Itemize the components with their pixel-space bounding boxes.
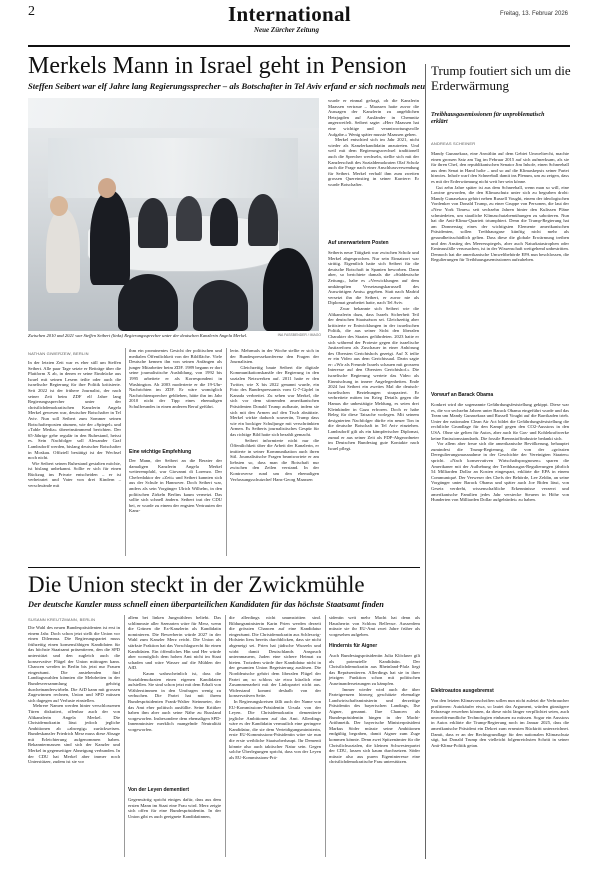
second-column-1: Die Wahl des neuen Bundespräsidenten ist erst in einem Jahr. Doch schon jetzt stellt die Union vor einen Dilemma. Die Regierungspartei muss frühzeitig einen konsensfähigen Kandidaten für das höchste Staatsamt präsentieren, den die SPD unterstützt und den zugleich auch die konservative Flügel der Union mittragen kann. Chancen werden in Berlin bis jetzt nur Frauen eingeräumt. Die anstehenden fünf Landtagswahlen könnten die Mehrheiten in der Bundesversammlung gehörig durcheinanderwirbeln. Die AfD kann mit grossen Zugewinnen rechnen, Union und SPD müssen sich dagegen auf Verluste einstellen. Mehrere Namen werden hinter verschlossenen Türen diskutiert, offenbar auch der von Altkanzlerin Angela Merkel. Die Christdemokratin lässt jedoch jegliche Ambitionen ab »abwegig« zurückweisen. Bundeskanzler Friedrich Merz muss diese Absage mit Erleichterung aufgenommen haben. Bekanntermassen sind sich der Kanzler und Merkel in gegenseitiger Abneigung verbunden. In der CDU hat Merkel aber immer noch Unterstützer, zudem ist sie vor [28,625,120,765]
sidebar-heading-2: Elektroautos ausgebremst [431,688,494,694]
second-author: SUSANN KREUTZMANN, BERLIN [28,617,96,622]
sidebar-divider [425,64,426,859]
second-column-4b: Auch Bundestagspräsidentin Julia Klöckner gilt als potenzielle Kandidatin. Der Christlichdemokratin aus Rheinland-Pfalz liegt das Repräsentieren. Allerdings hat sie in ihrer jetzigen Funktion schon mit politischen Auseinandersetzungen zu kämpfen. Immer wieder wird auch die über Parteigrenzen hinweg geschätzte ehemalige Landwirtschaftsministerin und derzeitige Präsidentin des bayerischen Landtags, Ilse Aigner, genannt. Ihre Chancen als Bundespräsidentin hingen in der Macht-Arithmetik. Der bayerische Ministerpräsident Markus Söder müsste seine Ambitionen endgültig begraben, damit Aigner zum Zuge kommen könnte. Denn zwei Spitzenämter für die Christlichsozialen, die kleinen Schwesterpartei der CDU, lassen sich kaum durchsetzen. Söder müsste also aus puren Eigeninteresse eine christlichdemokratische Frau unterstützen. [329,653,420,765]
column-divider [325,615,326,857]
second-headline: Die Union steckt in der Zwickmühle [28,572,365,597]
second-column-3: die allerdings nicht unumstritten sind. Bildungsministerin Karin Prien werden derzeit die grössten Chancen auf eine Kandidatur eingeräumt. Die Christdemokratin aus Schleswig-Holstein liess bereits durchblicken, dass sie nicht abgeneigt sei. Prien hat jüdische Wurzeln und wirbt damit Deutschlands Anspruch unternmauern, Juden eine sichere Heimat zu bieten. Trotzdem würde ihre Kandidatur nicht in der gesamten Union Begeisterung auslösen. Die Norddeutsche gehört dem liberalen Flügel der Partei an; so schloss sie etwa kürzlich eine Zusammenarbeit mit der Linkspartei nicht aus. Widerstand kommt deshalb von der konservativen Seite. In Regierungskreisen fällt auch der Name von EU-Kommissions-Präsidentin Ursula von der Leyen. Die Christdemokratin dementierte jegliche Ambitionen auf das Amt. Allerdings wäre es der Kandidatin vermutlich eine geringere Kandidatur, die sie dem Verteidigungsministerin, erste EU-Kommissions-Präsidentin wäre sie nun die erste weibliche Staatsoberhaupt. Ihr Dementi könnte also auch taktischer Natur sein. Gegen solche Überlegungen spricht, dass von der Leyen als EU-Kommissions-Prä- [229,615,321,760]
lead-column-4: wurde er einmal gefragt, ob die Kanzlerin Maassen vertraue – Maassen hatte zuvor die Aussagen der Kanzlerin zu angeblichen Hetzjagden auf Ausländer in Chemnitz angezweifelt. Seibert sagte: «Herr Maassen hat eine wichtige und verantwortungsvolle Aufgabe.» Wenig später musste Maassen gehen. Merkel entschied sich im Jahr 2021, nicht wieder als Kanzlerkandidatin anzutreten. Und weil mit dem Regierungswechsel traditionell auch die Sprecher wechseln, stellte sich mit der Kanzlerschaft des Sozialdemokraten Olaf Scholz auch die Frage nach einer Anschlussverwendung für Seibert. Merkel verhalf ihm zum zweiten grossen Quereinstieg in seiner Karriere: Er wurde Botschafter. [328,98,419,187]
lead-column-4b: Seiberts neue Tätigkeit war zwischen Scholz und Merkel abgesprochen. Nur sein Einsatzort war strittig. Eigentlich hatte sich Seibert für die deutsche Botschaft in Spanien beworben. Dann aber, so berichtete damals die «Süddeutsche Zeitung», habe es «Verwicklungen auf dem umkämpften Versetzungskarussell des Auswärtigen Amts» gegeben. Statt nach Madrid versetzt ihn die Seibert, er zuvor nie als Diplomat gearbeitet hatte, nach Tel Aviv. Zwar bekannte sich Seibert wie die Altkanzlerin dazu, dass Israels Sicherheit Teil der deutschen Staatsräson sei. Gleichzeitig aber kritisierte er Entwicklungen in der israelischen Politik, die aus seiner Sicht den liberalen Charakter des Staates gefährdeten. 2023 hatte er sich während der Proteste gegen die israelische Justizreform als Zuschauer in einer Anhörung des Obersten Gerichtshofs gezeigt. Auf X teilte er ein Video aus dem Gerichtssaal. Darin sagte er: «Wir als Freunde Israels schauen mit grossem Interesse auf den Obersten Gerichtshof.» Die israelische Regierung wertete das Video als Einmischung in innere Angelegenheiten. Ende 2024 hat Seibert ein zweites Mal die deutsch-israelischen Beziehungen strapaziert. Er verbreitete mitten im Krieg Details gegen die Hamas die unbestätigte Meldung, es seien drei Kleinkinder in Gaza erfroren. Doch er habe Beleg für diese Tatsache vorlegen. Mit seinem designierten Nachfolger dürfte ein neuer Ton in die deutsche Botschaft in Tel Aviv einziehen. Lambsdorff gilt als ein kämpferischer Diplomat, zumal er aus seiner Zeit als FDP-Abgeordneter im Deutschen Bundestag gute Kontakte nach Israel pflegt. [328,250,419,451]
column-divider [226,348,227,556]
section-title: International [228,2,351,26]
column-divider [124,615,125,857]
sidebar-body-3: Von den letzten Klimavorschriften sollen nun nicht zuletzt die Verbraucher profitieren: Autokäufer etwa, so lautet das Argument, würden günstigere Fahrzeuge erwerben können, da diese nicht länger verpflichtet seien, auch umweltfreundliche Technologien einbauen zu müssen. Sogar ein Ausstoss in Autos erklärte die Trump-Regierung noch im Januar 2025, dass die amerikanische Präsident ein Dekret zum erneuten Rücktritt unterzeichnet. Damit, dass er an der Rechtsgrundlage für den nationalen Klimaschutz sägt, hat Donald Trump den vielleicht folgenreichsten Schritt in seiner Anti-Klima-Politik getan. [431,698,571,748]
lead-column-2b: Der Mann, der Seibert an die Berater der damaligen Kanzlerin Angela Merkel weiterempfahl, war Giovanni di Lorenzo. Der Chefredaktor der «Zeit» und Seibert kannten sich aus der Schule in Hannover. Doch Seibert war, anders als sein Vorgänger Ulrich Wilhelm, in den politischen Zirkeln Berlins kaum vernetzt. Das sollte sich schnell ändern. Seibert trat der CDU bei, er wurde zu einem der engsten Vertrauten der Kanz- [129,458,224,514]
newspaper-name: Neue Zürcher Zeitung [254,26,319,34]
column-divider [225,615,226,857]
page-number: 2 [28,4,35,19]
column-divider [125,348,126,556]
masthead-rule [28,45,570,47]
photo-caption: Zwischen 2010 und 2021 war Steffen Seibert (links) Regierungssprecher unter der deutschen Kanzlerin Angela Merkel. [28,333,248,338]
sidebar-headline: Trump foutiert sich um die Erderwärmung [431,63,571,93]
photo-credit: INA FASSBENDER / IMAGO [277,333,321,337]
lead-headline: Merkels Mann in Israel geht in Pension [28,53,407,79]
sidebar-body-2: Konkret wird die sogenannte Gefährdungsfeststellung gekippt. Diese war es, die vor sechzehn Jahren unter Barack Obama eingeführt wurde und das Team um Mandy Gunasekara und Russell Vought auf die Barrikaden trieb. Unter der nationalen Clean Air Act bildet die Gefährdungsfeststellung die rechtliche Grundlage für den Kampf gegen den CO2-Ausstoss in den USA. Ohne sie gelten für Autos, aber auch für Gas- und Kohlekraftwerke keine Emissionsstandards. Die fossile Brennstoffindustrie bedankt sich. Vor allem aber freue sich die amerikanische Bevölkerung, behauptet zumindest die Trump-Regierung, die von der «grössten Deregulierungsmassnahme in der Geschichte der Vereinigten Staaten» spricht. «Nach konservativen Wirtschaftsprognosen» sparen die Amerikaner mit der Aufhebung der Treibhausgas-Regulierungen jährlich 54 Milliarden Dollar an Kosten eingespart, erklärte die EPA in einem Communiqué. Der Verweser des Chefs der Behörde, Lee Zeldin, an seine Vorgänger unter Barack Obama und später auch Joe Biden lässt, von Gesetz verdreht, wissenschaftliche Erkenntnisse verzerrt und amerikanische Familien jedes Jahr verstecke Steuern in Höhe von Hunderten von Milliarden Dollar aufgebürdet» zu haben. [431,402,569,503]
sidebar-body-1: Mandy Gunasekara, eine Anwältin auf dem Gebiet Umweltrecht, machte einen grossen Satz am Tag im Februar 2015 auf sich aufmerksam, als sie für ihren Chef, den republikanischen Senator Jim Inhofe, einen Schneeball aus dem Senat in Hand holte – und so auf die Klimaskepsis seiner Partei hinwies. Inhofe warf den Schneeball damit ins Plenum, um zu zeigen, dass es mit der Erderwärmung nicht weit her sein könne. Gut zehn Jahre später ist aus dem Schneeball, wenn man so will, eine Lawine geworden, die den Klimaschutz unter sich zu begraben droht: Mandy Gunasekara gehört neben Russell Vought, einem der ideologischen Vordenker von Donald Trump, zu einer Gruppe von Personen, die laut der «New York Times» seit sechzehn Jahren hinter den Kulissen Pläne schmiedeten, um staatliche Klimaschutzbemühungen zu sabotieren. Nun hat die Anti-Klima-Quartett triumphiert. Denn die Trump-Regierung hat am Donnerstag eines der wichtigsten Elemente amerikanischen Präsidenten, sollen Treibhausgase künftig nicht mehr als gesundheitsschädlich gelten. Dass diese die globale Erwärmung treiben und den Anstieg des Meeresspiegels, aber auch Naturkatastrophen oder Ernteausfälle verursachen, ist in der Wissenschaft weitgehend unbestritten. Dennoch hat die amerikanische Umweltbehörde EPA nun beschlossen, die Regulierungen für Treibhausgasemissionen aufzuheben. [431,151,569,263]
second-column-2: allem bei linken Jungwählern beliebt. Das schlimmste aller Szenarien wäre für Merz, wenn die Grünen die Ex-Kanzlerin als Kandidatin nominieren. Die Bewerberin würde 2027 in der Wahl zum Kanzler Merz reicht. Die Union als stärkste Fraktion hat das Vorschlagsrecht für einen Kandidaten. Ein öffentliches Hin und Her würde aber womöglich dem hohen Amt nicht im Staat schaden und wäre Wasser auf die Mühlen der AfD. Kaum wahrscheinlich ist, dass die Sozialdemokraten einen eigenen Kandidaten aufstellen. Sie sind schon jetzt mit dem Erhalt von Wählerstimmen in den Umfragen wenig zu verbuchen. Die Partei hat mit ihrem Bundespräsidenten Frank-Walter Steinmeier, der das Amt eher politisch ausfüllte. Seine Kritiker haben ihm aber auch seine Nähe zu Russland vorgeworfen. Insbesondere dem ehemaligen SPD-Innenminister merklich mangelnde Neutralität vorgeworfen. [128,615,221,732]
second-col2-heading: Von der Leyen dementiert [128,787,190,793]
lead-column-1: In der letzten Zeit war es eher still um Steffen Seibert. Alle paar Tage setzte er Beiträge über die Plattform X ab, in denen er seine Eindrücke aus Israel mit seinen Lesern teilte oder auch die israelische Regierung für ihre Politik kritisierte. Seit 2022 ist der frühere Journalist, der nach seiner Zeit beim ZDF elf Jahre lang Regierungssprecher unter der christlichdemokratischen Kanzlerin Angela Merkel gewesen war, deutscher Botschafter in Tel Aviv. Nun soll Seibert zum Sommer seinen Botschafterposten räumen, wie der «Spiegel» und «Table Media» übereinstimmend berichten. Der 65-Jährige gehe regulär in den Ruhestand, heisst es. Sein Nachfolger soll Alexander Graf Lambsdorff werden, bislang deutscher Botschafter in Moskau. Offiziell bestätigt ist der Wechsel noch nicht. Wie Seibert seinen Ruhestand gestalten möchte, ist bislang unbekannt. Sollte er sich für einen Rückzug ins Private entscheiden – er ist verheiratet und Vater von drei Kindern – verschwände mit [28,360,121,489]
issue-date: Freitag, 13. Februar 2026 [499,11,568,17]
sidebar-author: ANDREAS SCHEINER [431,141,476,146]
sidebar-subheadline: Treibhausgasemissionen für unproblematisch erklärt [431,112,545,125]
lead-author: NATHAN GIWERZEW, BERLIN [28,351,89,356]
second-subheadline: Der deutsche Kanzler muss schnell einen überparteilichen Kandidaten für das höchste Staatsamt finden [28,600,384,609]
lead-photo [28,98,319,331]
lead-col2-heading: Eine wichtige Empfehlung [129,449,192,455]
second-column-2b: Gegenwärtig spricht einiges dafür, dass aus dem ersten Mann im Staat eine Frau wird. Merz zeigte sich offen für eine Bundespräsidentin. In der Union gibt es auch geeignete Kandidatinnen, [128,797,223,819]
section-rule [28,567,420,568]
sidebar-heading-1: Vorwurf an Barack Obama [431,392,494,398]
lead-subheadline: Steffen Seibert war elf Jahre lang Regierungssprecher – als Botschafter in Tel Aviv erfand er sich nochmals neu [28,81,426,91]
lead-column-2: ihm ein prominentes Gesicht der politischen und medialen Öffentlichkeit von der Bildfläche. Viele Deutsche kennen ihn von seinen Anfängen als junger Mitarbeiter beim ZDF. 1989 begann er dort seine journalistische Ausbildung, von 1992 bis 1995 arbeitete er als Korrespondent in Washington. Ab 2003 moderierte er die 19-Uhr-Nachrichten im ZDF. Er wäre womöglich Nachrichtensprecher geblieben, hätte ihn im Jahr 2010 nicht der Tipp eines ehemaligen Schulfreundes in einen anderen Beruf geführt. [129,348,224,409]
second-col4-heading: Hindernis für Aigner [329,643,378,649]
lead-column-3: lerin. Mehrmals in der Woche stellte er sich in der Bundespressekonferenz den Fragen der Journalisten. Gleichzeitig baute Seibert die digitale Kommunikationskanäle der Regierung in den sozialen Netzwerken auf. 2011 hatte er den Twitter, wie X bis 2022 genannt wurde, ein Foto des Bundespressamts vom G-7-Gipfel in Kanada verbreitet. Zu sehen war Merkel, die sich vor dem stirnenden amerikanischen Präsidenten Donald Trump aufbaute, indem sie sich mit den Armen auf den Tisch abstützte. Merkel wirkte dadurch souverän, Trump dass wie ein bockiger Schuljunge mit verschränkten Armen. Es Seiberts journalistisches Gespür für das richtige Bild hatte sich bezahlt gemacht. Seibert informierte nicht nur die Öffentlichkeit über die Arbeit der Kanzlerin, er imitierte in seiner Kommunikation auch ihren Stil. Journalistische Fragen beantwortete er am liebsten so, dass man die Botschaft nur zwischen den Zeilen verstand. In der Kontroverse rund um den ehemaligen Verfassungsschutzchef Hans-Georg Maassen [230,348,319,482]
second-column-4: sidentin weit mehr Macht hat denn als Hausherrin von Schloss Bellevue. Ausserdem müsste sie ihr EU-Amt zwei Jahre früher als vorgesehen aufgeben. [329,615,422,637]
lead-col4-heading: Auf unerwartetem Posten [328,240,389,246]
